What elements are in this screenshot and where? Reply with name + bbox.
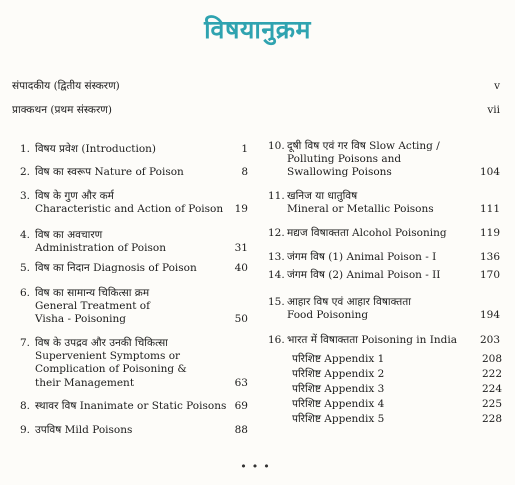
appendix-label: परिशिष्ट Appendix 4 (292, 398, 385, 410)
toc-entry-title (287, 334, 457, 347)
toc-entry-line: Administration of Poison (35, 242, 166, 255)
toc-entry-number: 15. (268, 296, 285, 308)
appendix-label: परिशिष्ट Appendix 2 (292, 368, 385, 380)
toc-entry-line: विषय प्रवेश (Introduction) (35, 143, 157, 155)
toc-entry-page: 136 (479, 251, 500, 263)
toc-entry-number: 7. (20, 337, 31, 349)
toc-entry-line: विष का सामान्य चिकित्सा क्रम (35, 287, 150, 299)
toc-entry-line: Mineral or Metallic Poisons (287, 203, 434, 216)
toc-entry-title (35, 424, 132, 437)
toc-entry-number: 9. (20, 424, 31, 436)
toc-entry-number: 13. (268, 251, 285, 263)
toc-entry-title (35, 400, 226, 413)
preface-item (12, 104, 500, 117)
toc-entry-line: General Treatment of (35, 300, 150, 313)
appendix-item (292, 398, 502, 411)
appendix-item (292, 368, 502, 381)
toc-entry-number: 16. (268, 334, 285, 346)
toc-entry-number: 12. (268, 227, 285, 239)
toc-entry-line: Supervenient Symptoms or (35, 350, 181, 363)
appendix-page: 222 (481, 368, 502, 380)
toc-entry-number: 4. (20, 229, 31, 241)
toc-entry-title (287, 269, 440, 282)
toc-entry-number: 6. (20, 287, 31, 299)
toc-entry-page: 170 (479, 269, 500, 281)
toc-entry-line: Swallowing Poisons (287, 166, 392, 179)
toc-entry-page: 1 (241, 143, 248, 155)
preface-label: प्राक्कथन (प्रथम संस्करण) (12, 104, 112, 116)
toc-entry-title (287, 190, 434, 216)
toc-entry-title (287, 140, 440, 180)
toc-entry-line: भारत में विषाक्तता Poisoning in India (287, 334, 458, 346)
toc-entry-title (35, 229, 166, 255)
appendix-page: 208 (481, 353, 502, 365)
toc-entry-line: आहार विष एवं आहार विषाक्तता (287, 296, 411, 308)
toc-entry-title (287, 251, 436, 264)
appendix-page: 224 (481, 383, 502, 395)
appendix-label: परिशिष्ट Appendix 5 (292, 413, 385, 425)
toc-entry-page: 31 (234, 242, 248, 255)
appendix-label: परिशिष्ट Appendix 1 (292, 353, 385, 365)
preface-page: v (494, 80, 500, 92)
appendix-item (292, 383, 502, 396)
toc-entry-title (287, 296, 411, 322)
toc-entry-line: Visha - Poisoning (35, 313, 127, 326)
toc-entry-number: 2. (20, 166, 31, 178)
toc-entry-line: मद्यज विषाक्तता Alcohol Poisoning (287, 227, 447, 239)
appendix-label: परिशिष्ट Appendix 3 (292, 383, 385, 395)
toc-entry-line: विष के उपद्रव और उनकी चिकित्सा (35, 337, 168, 349)
toc-entry-line: जंगम विष (2) Animal Poison - II (287, 269, 441, 281)
toc-entry-page: 8 (241, 166, 248, 178)
preface-label: संपादकीय (द्वितीय संस्करण) (12, 80, 120, 92)
toc-entry-page: 63 (234, 376, 248, 389)
toc-entry-number: 14. (268, 269, 285, 281)
toc-entry-line: Characteristic and Action of Poison (35, 203, 224, 216)
page-title: विषयानुक्रम (204, 15, 311, 44)
toc-entry-number: 8. (20, 400, 31, 412)
preface-item (12, 80, 500, 93)
toc-entry-number: 3. (20, 190, 31, 202)
toc-entry-number: 10. (268, 140, 285, 152)
toc-entry-line: their Management (35, 376, 135, 389)
toc-entry-title (35, 166, 184, 179)
toc-entry-number: 5. (20, 262, 31, 274)
toc-entry-title (35, 337, 187, 390)
toc-entry-page: 19 (234, 203, 248, 216)
toc-entry-line: खनिज या धातुविष (287, 190, 358, 202)
toc-entry-line: Polluting Poisons and (287, 153, 402, 166)
toc-entry-page: 203 (479, 334, 500, 346)
toc-entry-line: विष का अवचारण (35, 229, 103, 241)
toc-entry-page: 40 (234, 262, 248, 274)
toc-entry-line: Food Poisoning (287, 309, 369, 322)
toc-entry-title (287, 227, 447, 240)
preface-page: vii (487, 104, 500, 116)
toc-entry-line: Complication of Poisoning & (35, 363, 187, 376)
toc-entry-title (35, 287, 150, 327)
toc-entry-page: 69 (234, 400, 248, 412)
toc-entry-page: 104 (479, 166, 500, 179)
toc-entry-line: विष के गुण और कर्म (35, 190, 114, 202)
toc-entry-line: विष का निदान Diagnosis of Poison (35, 262, 197, 274)
appendix-item (292, 413, 502, 426)
toc-entry-page: 50 (234, 313, 248, 326)
appendix-item (292, 353, 502, 366)
appendix-page: 225 (481, 398, 502, 410)
toc-entry-page: 88 (234, 424, 248, 436)
toc-entry-number: 11. (268, 190, 285, 202)
footer-ornament: ••• (240, 460, 275, 473)
toc-entry-title (35, 190, 223, 216)
toc-entry-line: दूषी विष एवं गर विष Slow Acting / (287, 140, 440, 152)
appendix-page: 228 (481, 413, 502, 425)
toc-entry-line: जंगम विष (1) Animal Poison - I (287, 251, 437, 263)
toc-entry-line: स्थावर विष Inanimate or Static Poisons (35, 400, 227, 412)
toc-entry-title (35, 143, 156, 156)
toc-entry-page: 119 (479, 227, 500, 239)
toc-entry-page: 194 (479, 309, 500, 322)
toc-entry-line: उपविष Mild Poisons (35, 424, 133, 436)
toc-entry-line: विष का स्वरूप Nature of Poison (35, 166, 184, 178)
toc-entry-title (35, 262, 197, 275)
toc-entry-page: 111 (479, 203, 500, 216)
toc-entry-number: 1. (20, 143, 31, 155)
